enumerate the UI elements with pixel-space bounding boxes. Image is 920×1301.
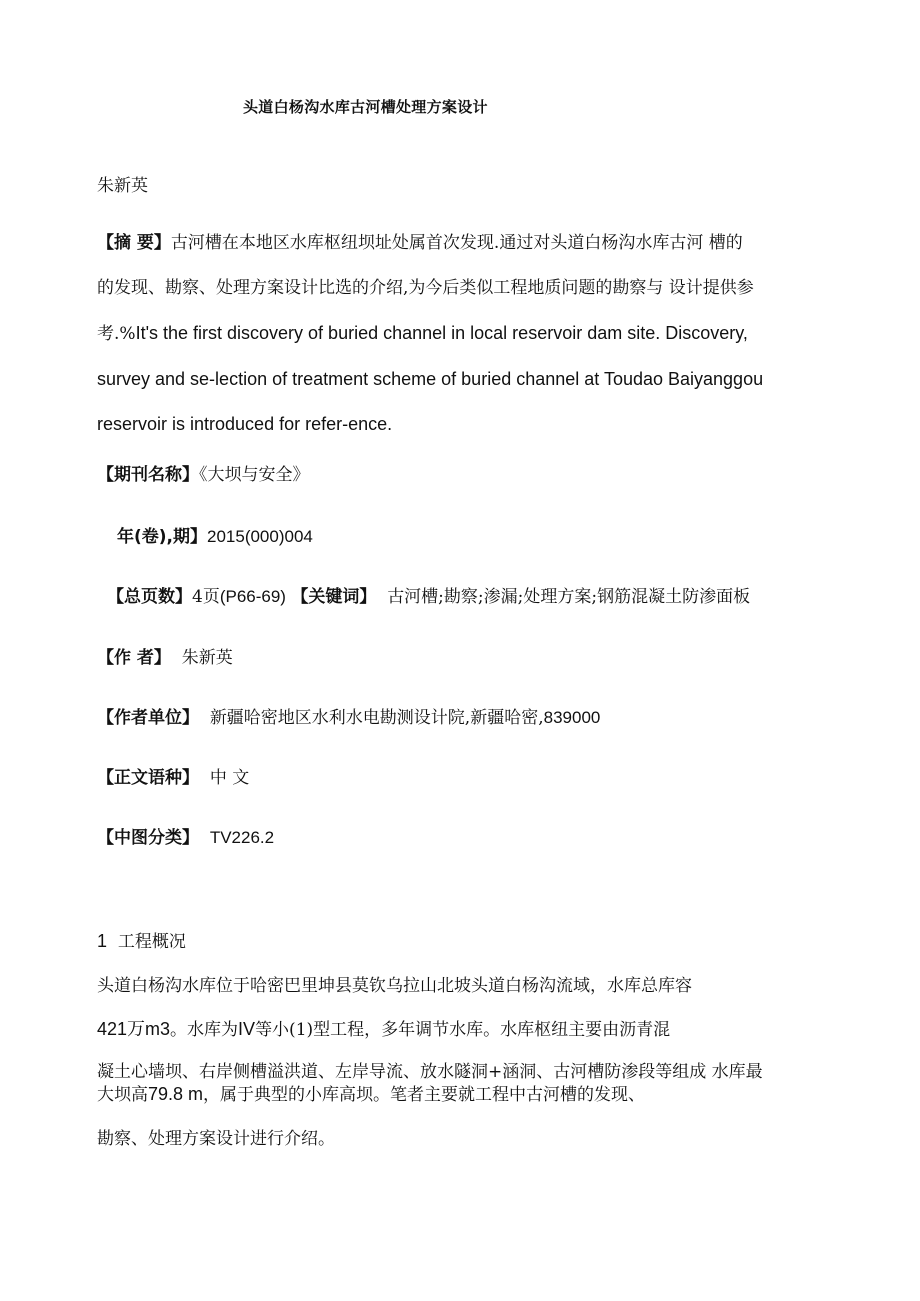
affiliation-field	[97, 703, 600, 728]
abstract-line-2: 的发现、勘察、处理方案设计比选的介绍,为今后类似工程地质问题的勘察与 设计提供参	[97, 278, 754, 298]
body-line-2	[97, 1015, 670, 1041]
pages-value-num: (P66-69)	[219, 587, 286, 606]
year-label: 年(卷),期】	[117, 527, 207, 547]
section-number: 1	[97, 931, 108, 951]
journal-value: 《大坝与安全》	[199, 465, 310, 485]
body-line-4-a: 大坝高	[97, 1085, 148, 1105]
body-line-5: 勘察、处理方案设计进行介绍。	[97, 1129, 335, 1149]
capacity-value: 421万m3	[97, 1019, 171, 1039]
abstract-text-1: 古河槽在本地区水库枢纽坝址处属首次发现.通过对头道白杨沟水库古河 槽的	[170, 233, 743, 253]
page-title: 头道白杨沟水库古河槽处理方案设计	[243, 98, 488, 116]
affiliation-value-num: 839000	[543, 708, 601, 727]
abstract-line-5: reservoir is introduced for refer-ence.	[97, 414, 393, 434]
keywords-label: 【关键词】	[291, 587, 377, 607]
pages-keywords-field	[107, 582, 750, 607]
author-value: 朱新英	[181, 648, 233, 668]
affiliation-label: 【作者单位】	[97, 708, 199, 728]
body-line-2-a: 。水库为	[170, 1020, 239, 1040]
body-line-1: 头道白杨沟水库位于哈密巴里坤县莫钦乌拉山北坡头道白杨沟流域，水库总库容	[97, 976, 692, 996]
dam-height-value: 79.8 m	[148, 1084, 204, 1104]
author-line: 朱新英	[97, 176, 148, 196]
language-value: 中 文	[209, 768, 250, 788]
grade-roman: IV	[238, 1019, 256, 1039]
abstract-text-3-cn: 考.%	[97, 324, 136, 344]
affiliation-value-cn: 新疆哈密地区水利水电勘测设计院,新疆哈密,	[209, 708, 544, 728]
section-title: 工程概况	[117, 932, 186, 952]
journal-label: 【期刊名称】	[97, 465, 199, 485]
body-line-3: 凝土心墙坝、右岸侧槽溢洪道、左岸导流、放水隧洞+涵洞、古河槽防渗段等组成 水库最	[97, 1062, 763, 1082]
abstract-label: 【摘 要】	[97, 233, 171, 253]
abstract-line-3	[97, 311, 837, 357]
abstract-line-1	[97, 221, 837, 266]
section-heading	[97, 927, 186, 952]
body-line-4-b: ，属于典型的小库高坝。笔者主要就工程中古河槽的发现、	[203, 1085, 646, 1105]
year-value: 2015(000)004	[207, 527, 313, 546]
author-field	[97, 643, 233, 668]
journal-field	[97, 460, 310, 485]
body-line-4	[97, 1080, 645, 1105]
year-field	[117, 522, 313, 547]
classification-field	[97, 823, 274, 848]
language-field	[97, 763, 249, 788]
pages-value-cn: 4页	[192, 587, 220, 607]
pages-label: 【总页数】	[107, 587, 192, 607]
author-label: 【作 者】	[97, 648, 171, 668]
language-label: 【正文语种】	[97, 768, 199, 788]
abstract-block	[97, 221, 837, 447]
keywords-value: 古河槽;勘察;渗漏;处理方案;钢筋混凝土防渗面板	[387, 587, 751, 607]
classification-value: TV226.2	[209, 828, 275, 847]
abstract-text-3-en: It's the first discovery of buried channel in local reservoir dam site. Discovery,	[135, 323, 748, 343]
abstract-line-4: survey and se-lection of treatment scheme of buried channel at Toudao Baiyanggou	[97, 369, 764, 389]
body-line-2-b: 等小(1)型工程，多年调节水库。水库枢纽主要由沥青混	[255, 1020, 671, 1040]
classification-label: 【中图分类】	[97, 828, 199, 848]
